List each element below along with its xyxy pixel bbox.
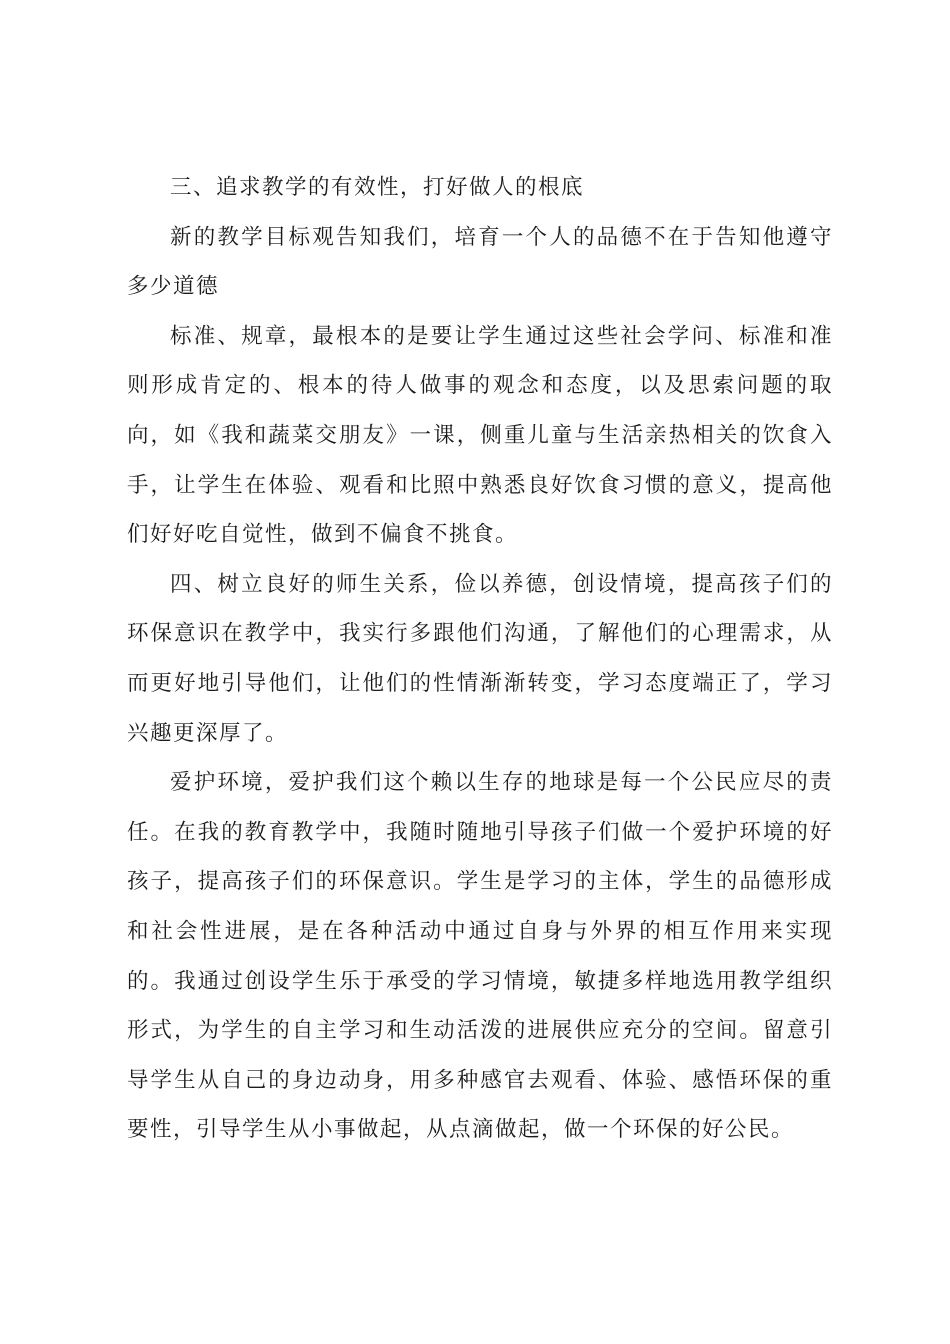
paragraph-2: 标准、规章，最根本的是要让学生通过这些社会学问、标准和准则形成肯定的、根本的待人做事的观念和态度，以及思索问题的取向，如《我和蔬菜交朋友》一课，侧重儿童与生活亲热相关的饮食入手，让学生在体验、观看和比照中熟悉良好饮食习惯的意义，提高他们好好吃自觉性，做到不偏食不挑食。 <box>127 323 833 548</box>
section-heading-3: 三、追求教学的有效性，打好做人的根底 <box>170 175 585 200</box>
document-body <box>127 163 833 1155</box>
paragraph-4: 爱护环境，爱护我们这个赖以生存的地球是每一个公民应尽的责任。在我的教育教学中，我随时随地引导孩子们做一个爱护环境的好孩子，提高孩子们的环保意识。学生是学习的主体，学生的品德形成和社会性进展，是在各种活动中通过自身与外界的相互作用来实现的。我通过创设学生乐于承受的学习情境，敏捷多样地选用教学组织形式，为学生的自主学习和生动活泼的进展供应充分的空间。留意引导学生从自己的身边动身，用多种感官去观看、体验、感悟环保的重要性，引导学生从小事做起，从点滴做起，做一个环保的好公民。 <box>127 770 833 1143</box>
paragraph-3: 四、树立良好的师生关系，俭以养德，创设情境，提高孩子们的环保意识在教学中，我实行多跟他们沟通，了解他们的心理需求，从而更好地引导他们，让他们的性情渐渐转变，学习态度端正了，学习兴趣更深厚了。 <box>127 571 833 746</box>
paragraph-1: 新的教学目标观告知我们，培育一个人的品德不在于告知他遵守多少道德 <box>127 224 833 300</box>
